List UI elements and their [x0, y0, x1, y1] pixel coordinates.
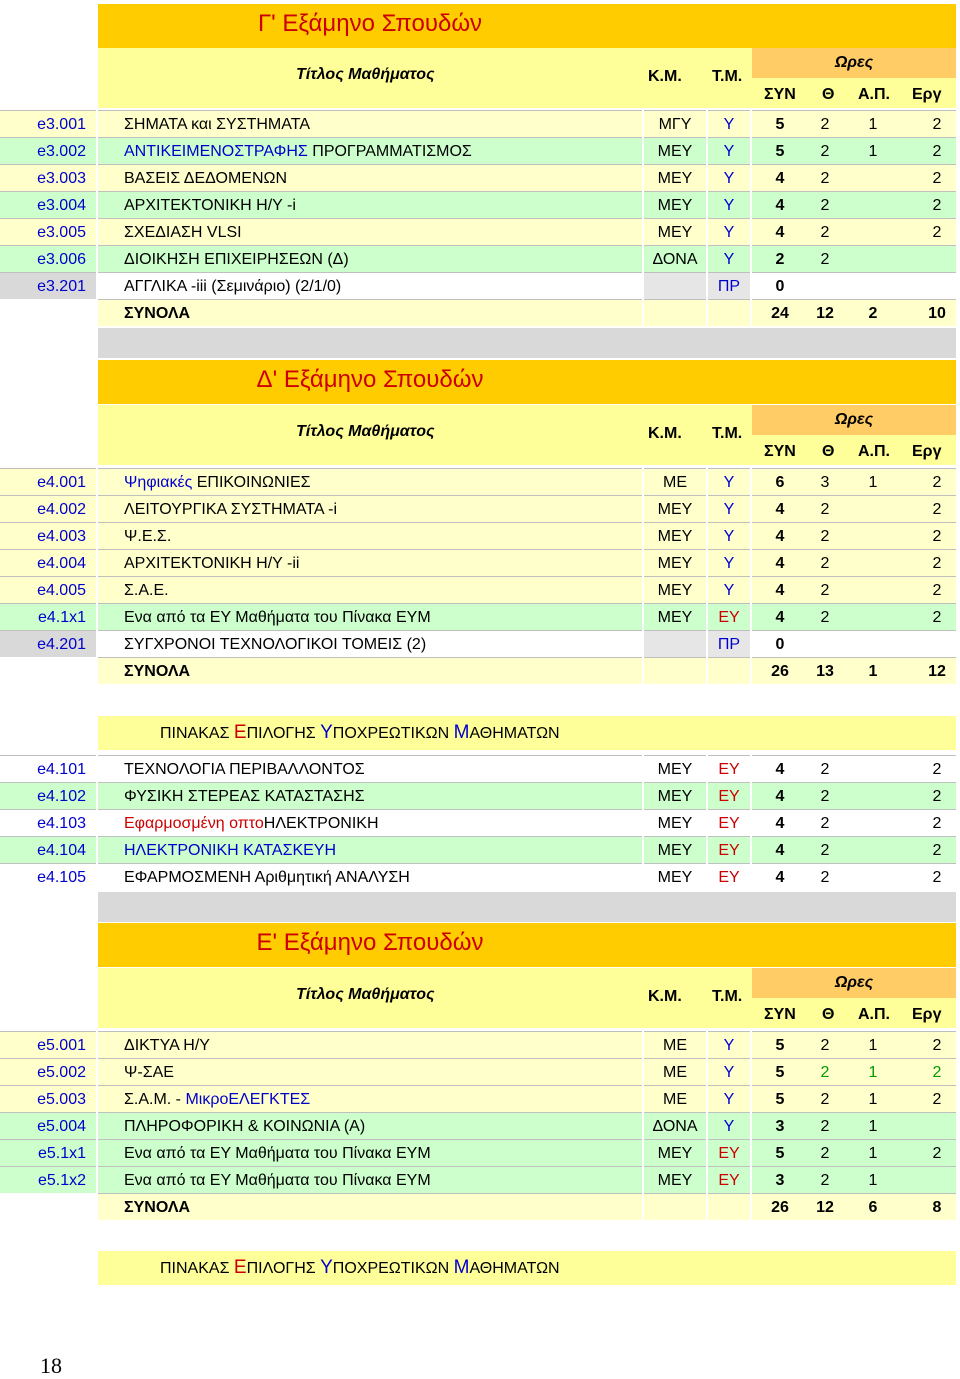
semester-3-title: Γ' Εξάμηνο Σπουδών: [257, 10, 483, 37]
course-erg: 2: [904, 191, 956, 218]
course-km: ΜΕΥ: [644, 191, 706, 218]
total-th: 13: [808, 657, 842, 684]
course-code: e4.105: [0, 863, 96, 890]
km-header: Κ.Μ.: [648, 68, 682, 85]
th-header: Θ: [822, 443, 835, 460]
course-km: ΜΕΥ: [644, 809, 706, 836]
course-syn: 3: [752, 1112, 808, 1139]
course-tm: ΠΡ: [708, 630, 750, 657]
course-title-header: Τίτλος Μαθήματος: [296, 423, 435, 440]
course-syn: 4: [752, 576, 808, 603]
semester-5-header: [98, 923, 956, 967]
course-tm: Υ: [708, 164, 750, 191]
course-th: 2: [808, 1112, 842, 1139]
course-ap: [842, 836, 904, 863]
course-ap: [842, 218, 904, 245]
total-syn: 24: [752, 299, 808, 326]
course-tm: Υ: [708, 1085, 750, 1112]
course-title: ΣΥΓΧΡΟΝΟΙ ΤΕΧΝΟΛΟΓΙΚΟΙ ΤΟΜΕΙΣ (2): [98, 630, 642, 657]
course-erg: 2: [904, 782, 956, 809]
course-syn: 4: [752, 836, 808, 863]
course-th: [808, 272, 842, 299]
table-row: [0, 218, 960, 245]
course-code: e3.003: [0, 164, 96, 191]
course-tm: Υ: [708, 549, 750, 576]
course-km: ΜΕ: [644, 1058, 706, 1085]
course-syn: 4: [752, 191, 808, 218]
course-ap: [842, 603, 904, 630]
course-ap: [842, 522, 904, 549]
course-code: e4.005: [0, 576, 96, 603]
course-title-header: Τίτλος Μαθήματος: [296, 986, 435, 1003]
total-erg: 8: [904, 1193, 956, 1220]
table-row: [0, 164, 960, 191]
course-th: 2: [808, 495, 842, 522]
course-erg: 2: [904, 836, 956, 863]
separator-band: [98, 328, 956, 358]
course-erg: 2: [904, 495, 956, 522]
elective-table-title: ΠΙΝΑΚΑΣ ΕΠΙΛΟΓΗΣ ΥΠΟΧΡΕΩΤΙΚΩΝ ΜΑΘΗΜΑΤΩΝ: [98, 1251, 956, 1285]
course-erg: 2: [904, 218, 956, 245]
course-th: [808, 630, 842, 657]
course-title: ΑΓΓΛΙΚΑ -iii (Σεμινάριο) (2/1/0): [98, 272, 642, 299]
course-th: 2: [808, 809, 842, 836]
table-row: [0, 782, 960, 809]
course-syn: 5: [752, 1031, 808, 1058]
course-code: e4.004: [0, 549, 96, 576]
course-title: Ενα από τα ΕΥ Μαθήματα του Πίνακα ΕΥΜ: [98, 1166, 642, 1193]
semester-5-title: Ε' Εξάμηνο Σπουδών: [256, 929, 484, 956]
course-syn: 5: [752, 1085, 808, 1112]
course-th: 2: [808, 1166, 842, 1193]
course-tm: ΕΥ: [708, 809, 750, 836]
course-km: ΜΕ: [644, 1085, 706, 1112]
table-row: [0, 603, 960, 630]
course-th: 2: [808, 1058, 842, 1085]
course-tm: Υ: [708, 110, 750, 137]
course-th: 2: [808, 1031, 842, 1058]
course-syn: 4: [752, 164, 808, 191]
course-syn: 5: [752, 1058, 808, 1085]
course-th: 2: [808, 755, 842, 782]
course-code: e4.103: [0, 809, 96, 836]
course-ap: [842, 495, 904, 522]
course-erg: 2: [904, 1085, 956, 1112]
table-row: [0, 191, 960, 218]
course-ap: [842, 245, 904, 272]
course-th: 2: [808, 576, 842, 603]
course-title: Ενα από τα ΕΥ Μαθήματα του Πίνακα ΕΥΜ: [98, 603, 642, 630]
table-row: [0, 549, 960, 576]
course-tm: Υ: [708, 137, 750, 164]
course-erg: [904, 630, 956, 657]
elective-table-title: ΠΙΝΑΚΑΣ ΕΠΙΛΟΓΗΣ ΥΠΟΧΡΕΩΤΙΚΩΝ ΜΑΘΗΜΑΤΩΝ: [98, 716, 956, 750]
course-title: ΔΙΚΤΥΑ Η/Υ: [98, 1031, 642, 1058]
course-th: 2: [808, 164, 842, 191]
course-ap: 1: [842, 1139, 904, 1166]
course-km: ΜΕΥ: [644, 137, 706, 164]
course-tm: ΕΥ: [708, 863, 750, 890]
separator-band: [98, 892, 956, 922]
course-title: ΛΕΙΤΟΥΡΓΙΚΑ ΣΥΣΤΗΜΑΤΑ -i: [98, 495, 642, 522]
hours-header: Ωρες: [752, 48, 956, 78]
course-syn: 5: [752, 110, 808, 137]
course-erg: 2: [904, 1139, 956, 1166]
semester-3-column-header: [98, 48, 956, 108]
course-ap: [842, 863, 904, 890]
course-erg: [904, 1166, 956, 1193]
course-code: e5.1x2: [0, 1166, 96, 1193]
table-row: [0, 468, 960, 495]
course-erg: 2: [904, 576, 956, 603]
ap-header: Α.Π.: [858, 443, 890, 460]
course-erg: 2: [904, 549, 956, 576]
course-ap: 1: [842, 1112, 904, 1139]
course-title: ΤΕΧΝΟΛΟΓΙΑ ΠΕΡΙΒΑΛΛΟΝΤΟΣ: [98, 755, 642, 782]
th-header: Θ: [822, 86, 835, 103]
course-km: [644, 272, 706, 299]
course-th: 2: [808, 245, 842, 272]
table-row: [0, 836, 960, 863]
course-title: ΣΗΜΑΤΑ και ΣΥΣΤΗΜΑΤΑ: [98, 110, 642, 137]
course-code: e5.004: [0, 1112, 96, 1139]
course-km: ΜΕΥ: [644, 522, 706, 549]
course-tm: Υ: [708, 522, 750, 549]
total-syn: 26: [752, 1193, 808, 1220]
course-th: 2: [808, 218, 842, 245]
course-erg: 2: [904, 1031, 956, 1058]
course-title: ΑΝΤΙΚΕΙΜΕΝΟΣΤΡΑΦΗΣ ΠΡΟΓΡΑΜΜΑΤΙΣΜΟΣ: [98, 137, 642, 164]
course-syn: 4: [752, 603, 808, 630]
course-tm: ΕΥ: [708, 836, 750, 863]
course-tm: Υ: [708, 468, 750, 495]
table-row: [0, 1058, 960, 1085]
course-title: ΠΛΗΡΟΦΟΡΙΚΗ & ΚΟΙΝΩΝΙΑ (Α): [98, 1112, 642, 1139]
course-tm: ΕΥ: [708, 603, 750, 630]
course-ap: [842, 755, 904, 782]
course-ap: [842, 164, 904, 191]
course-tm: ΕΥ: [708, 782, 750, 809]
course-km: ΜΕ: [644, 1031, 706, 1058]
course-title: Ψ-ΣΑΕ: [98, 1058, 642, 1085]
course-syn: 0: [752, 630, 808, 657]
course-ap: 1: [842, 468, 904, 495]
course-tm: ΕΥ: [708, 1139, 750, 1166]
totals-row: [0, 299, 960, 326]
table-row: [0, 863, 960, 890]
course-title-rest: ΠΡΟΓΡΑΜΜΑΤΙΣΜΟΣ: [307, 143, 472, 160]
course-th: 2: [808, 549, 842, 576]
course-syn: 4: [752, 782, 808, 809]
course-title: Ψηφιακές ΕΠΙΚΟΙΝΩΝΙΕΣ: [98, 468, 642, 495]
course-tm: Υ: [708, 1058, 750, 1085]
ap-header: Α.Π.: [858, 1006, 890, 1023]
course-tm: ΕΥ: [708, 755, 750, 782]
total-th: 12: [808, 299, 842, 326]
ap-header: Α.Π.: [858, 86, 890, 103]
course-km: ΜΕΥ: [644, 755, 706, 782]
course-th: 2: [808, 603, 842, 630]
course-ap: 1: [842, 1166, 904, 1193]
course-syn: 0: [752, 272, 808, 299]
semester-4-header: [98, 360, 956, 404]
course-tm: Υ: [708, 1112, 750, 1139]
course-th: 2: [808, 1139, 842, 1166]
course-code: e4.002: [0, 495, 96, 522]
course-code: e4.003: [0, 522, 96, 549]
total-syn: 26: [752, 657, 808, 684]
course-erg: 2: [904, 137, 956, 164]
table-row: [0, 495, 960, 522]
course-km: ΜΕΥ: [644, 836, 706, 863]
course-title-header: Τίτλος Μαθήματος: [296, 66, 435, 83]
course-th: 2: [808, 522, 842, 549]
course-code: e4.104: [0, 836, 96, 863]
table-row: [0, 755, 960, 782]
course-title: ΕΦΑΡΜΟΣΜΕΝΗ Αριθμητική ΑΝΑΛΥΣΗ: [98, 863, 642, 890]
semester-4-column-header: [98, 405, 956, 465]
page-number: 18: [40, 1353, 62, 1378]
course-erg: 2: [904, 603, 956, 630]
course-code: e4.102: [0, 782, 96, 809]
course-title: Σ.Α.Ε.: [98, 576, 642, 603]
course-erg: 2: [904, 755, 956, 782]
course-tm: ΠΡ: [708, 272, 750, 299]
course-title: ΗΛΕΚΤΡΟΝΙΚΗ ΚΑΤΑΣΚΕΥΗ: [98, 836, 642, 863]
table-row: [0, 1031, 960, 1058]
course-ap: 1: [842, 1058, 904, 1085]
course-code: e3.005: [0, 218, 96, 245]
course-code: e3.004: [0, 191, 96, 218]
tm-header: Τ.Μ.: [712, 68, 743, 85]
course-tm: ΕΥ: [708, 1166, 750, 1193]
course-km: ΔΟΝΑ: [644, 245, 706, 272]
course-ap: [842, 191, 904, 218]
course-erg: [904, 272, 956, 299]
table-row: [0, 137, 960, 164]
course-title: Ενα από τα ΕΥ Μαθήματα του Πίνακα ΕΥΜ: [98, 1139, 642, 1166]
course-th: 2: [808, 191, 842, 218]
table-row: [0, 1139, 960, 1166]
course-syn: 2: [752, 245, 808, 272]
course-syn: 3: [752, 1166, 808, 1193]
course-syn: 4: [752, 549, 808, 576]
totals-label: ΣΥΝΟΛΑ: [98, 657, 642, 684]
course-code: e4.201: [0, 630, 96, 657]
course-ap: [842, 809, 904, 836]
course-code: e5.002: [0, 1058, 96, 1085]
course-erg: 2: [904, 164, 956, 191]
course-ap: [842, 576, 904, 603]
course-km: [644, 630, 706, 657]
erg-header: Εργ: [912, 1006, 942, 1023]
course-title: ΑΡΧΙΤΕΚΤΟΝΙΚΗ Η/Υ -i: [98, 191, 642, 218]
course-ap: [842, 549, 904, 576]
course-title: ΑΡΧΙΤΕΚΤΟΝΙΚΗ Η/Υ -ii: [98, 549, 642, 576]
table-row: [0, 576, 960, 603]
course-code: e5.003: [0, 1085, 96, 1112]
table-row: [0, 1166, 960, 1193]
semester-5-column-header: [98, 968, 956, 1028]
course-code: e3.006: [0, 245, 96, 272]
course-erg: 2: [904, 863, 956, 890]
totals-row: [0, 657, 960, 684]
course-km: ΜΕΥ: [644, 603, 706, 630]
table-row: [0, 1112, 960, 1139]
course-ap: [842, 630, 904, 657]
total-ap: 1: [842, 657, 904, 684]
hours-header: Ωρες: [752, 405, 956, 435]
course-code: e3.002: [0, 137, 96, 164]
km-header: Κ.Μ.: [648, 425, 682, 442]
course-tm: Υ: [708, 218, 750, 245]
total-erg: 12: [904, 657, 956, 684]
course-title: ΦΥΣΙΚΗ ΣΤΕΡΕΑΣ ΚΑΤΑΣΤΑΣΗΣ: [98, 782, 642, 809]
totals-label: ΣΥΝΟΛΑ: [98, 299, 642, 326]
course-th: 2: [808, 110, 842, 137]
course-km: ΜΕΥ: [644, 164, 706, 191]
course-erg: 2: [904, 1058, 956, 1085]
course-th: 3: [808, 468, 842, 495]
course-km: ΜΕΥ: [644, 863, 706, 890]
course-syn: 4: [752, 218, 808, 245]
course-km: ΜΕΥ: [644, 1139, 706, 1166]
course-km: ΔΟΝΑ: [644, 1112, 706, 1139]
course-syn: 6: [752, 468, 808, 495]
course-erg: 2: [904, 809, 956, 836]
course-km: ΜΕ: [644, 468, 706, 495]
course-erg: 2: [904, 468, 956, 495]
hours-header: Ωρες: [752, 968, 956, 998]
course-km: ΜΕΥ: [644, 495, 706, 522]
syn-header: ΣΥΝ: [764, 86, 796, 103]
course-erg: 2: [904, 522, 956, 549]
course-th: 2: [808, 782, 842, 809]
course-title: ΣΧΕΔΙΑΣΗ VLSI: [98, 218, 642, 245]
table-row: [0, 630, 960, 657]
course-th: 2: [808, 836, 842, 863]
table-row: [0, 1085, 960, 1112]
course-code: e4.1x1: [0, 603, 96, 630]
syn-header: ΣΥΝ: [764, 1006, 796, 1023]
course-ap: [842, 272, 904, 299]
total-erg: 10: [904, 299, 956, 326]
course-title: Ψ.Ε.Σ.: [98, 522, 642, 549]
course-km: ΜΕΥ: [644, 782, 706, 809]
course-code: e5.001: [0, 1031, 96, 1058]
th-header: Θ: [822, 1006, 835, 1023]
course-tm: Υ: [708, 576, 750, 603]
course-erg: [904, 1112, 956, 1139]
course-title: ΔΙΟΙΚΗΣΗ ΕΠΙΧΕΙΡΗΣΕΩΝ (Δ): [98, 245, 642, 272]
course-th: 2: [808, 137, 842, 164]
total-th: 12: [808, 1193, 842, 1220]
course-km: ΜΓΥ: [644, 110, 706, 137]
table-row: [0, 110, 960, 137]
erg-header: Εργ: [912, 443, 942, 460]
course-ap: 1: [842, 1031, 904, 1058]
course-tm: Υ: [708, 191, 750, 218]
course-erg: [904, 245, 956, 272]
course-km: ΜΕΥ: [644, 549, 706, 576]
course-tm: Υ: [708, 1031, 750, 1058]
course-code: e3.201: [0, 272, 96, 299]
course-km: ΜΕΥ: [644, 1166, 706, 1193]
course-erg: 2: [904, 110, 956, 137]
tm-header: Τ.Μ.: [712, 988, 743, 1005]
tm-header: Τ.Μ.: [712, 425, 743, 442]
course-syn: 4: [752, 495, 808, 522]
course-code: e4.001: [0, 468, 96, 495]
course-syn: 5: [752, 137, 808, 164]
course-th: 2: [808, 863, 842, 890]
semester-4-title: Δ' Εξάμηνο Σπουδών: [256, 366, 484, 393]
course-th: 2: [808, 1085, 842, 1112]
total-ap: 6: [842, 1193, 904, 1220]
table-row: [0, 809, 960, 836]
total-ap: 2: [842, 299, 904, 326]
course-km: ΜΕΥ: [644, 576, 706, 603]
erg-header: Εργ: [912, 86, 942, 103]
course-ap: 1: [842, 110, 904, 137]
totals-label: ΣΥΝΟΛΑ: [98, 1193, 642, 1220]
course-syn: 4: [752, 809, 808, 836]
course-title: ΒΑΣΕΙΣ ΔΕΔΟΜΕΝΩΝ: [98, 164, 642, 191]
course-syn: 5: [752, 1139, 808, 1166]
table-row: [0, 522, 960, 549]
table-row: [0, 245, 960, 272]
km-header: Κ.Μ.: [648, 988, 682, 1005]
course-code: e5.1x1: [0, 1139, 96, 1166]
syn-header: ΣΥΝ: [764, 443, 796, 460]
totals-row: [0, 1193, 960, 1220]
course-tm: Υ: [708, 495, 750, 522]
course-km: ΜΕΥ: [644, 218, 706, 245]
course-ap: [842, 782, 904, 809]
course-syn: 4: [752, 863, 808, 890]
course-tm: Υ: [708, 245, 750, 272]
table-row: [0, 272, 960, 299]
course-title: Εφαρμοσμένη οπτοΗΛΕΚΤΡΟΝΙΚΗ: [98, 809, 642, 836]
course-title: Σ.Α.Μ. - ΜικροΕΛΕΓΚΤΕΣ: [98, 1085, 642, 1112]
course-ap: 1: [842, 1085, 904, 1112]
course-code: e4.101: [0, 755, 96, 782]
semester-3-header: [98, 4, 956, 48]
course-code: e3.001: [0, 110, 96, 137]
course-syn: 4: [752, 755, 808, 782]
course-ap: 1: [842, 137, 904, 164]
course-syn: 4: [752, 522, 808, 549]
